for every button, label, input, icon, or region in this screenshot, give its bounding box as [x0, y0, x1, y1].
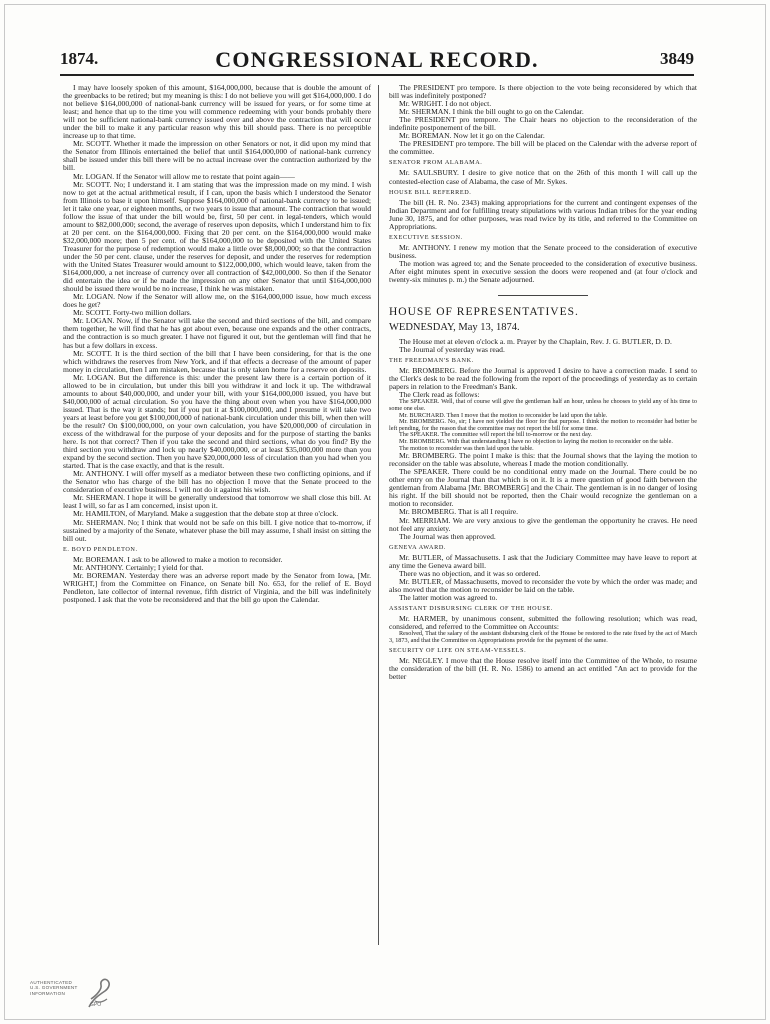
- header-rule: [60, 74, 694, 76]
- paragraph: Mr. LOGAN. Now, if the Senator will take the second and third sections of the bill, and compare them together, he will find that he has got about even, because one expands and the other contracts, and the contraction is so much greater. I have not figured it out, but the gentleman will find that he has but a few dollars in excess.: [63, 316, 371, 350]
- quoted-paragraph: The SPEAKER. The committee will report the bill to-morrow or the next day.: [399, 431, 592, 439]
- paragraph: The Journal was then approved.: [399, 531, 496, 541]
- section-heading: SENATOR FROM ALABAMA.: [389, 159, 483, 167]
- paragraph: Mr. BUTLER, of Massachusetts. I ask that the Judiciary Committee may have leave to report at any time the Geneva award bill.: [389, 552, 697, 570]
- paragraph: Mr. BOREMAN. Yesterday there was an adverse report made by the Senator from Iowa, [Mr. WRIGHT,] from the Committee on Finance, on Senate bill No. 653, for the relief of E. Boyd Pendleton, late collector of internal revenue, fifth district of Virginia, and the bill was indefinitely postponed. I ask that the vote be reconsidered and that the bill go upon the Calendar.: [63, 570, 371, 604]
- paragraph: The PRESIDENT pro tempore. The Chair hears no objection to the reconsideration of the indefinite postponement of the bill.: [389, 115, 697, 133]
- auth-line: INFORMATION: [30, 990, 66, 996]
- paragraph: Mr. BROMBERG. Before the Journal is approved I desire to have a correction made. I send to the Clerk's desk to be read the following from the report of the proceedings of yesterday as to certain papers in relation to the Freedman's Bank.: [389, 366, 697, 392]
- quoted-paragraph: Resolved, That the salary of the assistant disbursing clerk of the House be restored to the rate fixed by the act of March 3, 1873, and that the Committee on Appropriations provide for the payment of the same.: [389, 630, 697, 644]
- paragraph: The Journal of yesterday was read.: [399, 345, 505, 355]
- paragraph: The SPEAKER. There could be no conditional entry made on the Journal. There could be no other entry on the Journal than that which is on it. It is a mere question of good faith between the gentleman from Alabama [Mr. BROMBERG] and the Chair. The gentleman is in no danger of losing his right. If the bill should not be reported, then the Chair would recognize the gentleman on a motion to reconsider.: [389, 467, 697, 509]
- paragraph: Mr. SCOTT. No; I understand it. I am stating that was the impression made on my mind. I wish now to get at the actual arithmetical result, if I can, upon the basis which I understood the Senator from Illinois to base it upon himself. Suppose $164,000,000 of national-bank currency to be issued; let it take one year, or eighteen months, or two years to issue that amount. The contraction that would follow the issue of that under the bill would be, first, 50 per cent. in legal-tenders, which would amount to $82,000,000; second, the average of reserves upon deposits, which I understand him to fix at 20 per cent. on the $164,000,000. Fixing that 20 per cent. on the $164,000,000 would make $32,000,000 more; then 5 per cent. of the $164,000,000 to be deposited with the United States Treasurer for the purpose of redemption would make a little over $8,000,000; so that the contraction under the 50 per cent. clause, under the reserves for deposit, and under the reserves for redemption with the United States Treasurer would amount to $122,000,000, which would leave, taken from the $164,000,000, a net increase of currency over all contraction of $42,000,000. So then if the Senator did entertain the idea or if he made the impression on any other Senator that until $164,000,000 should be issued there would be no increase, I think he was mistaken.: [63, 179, 371, 294]
- quoted-paragraph: The motion to reconsider was then laid upon the table.: [399, 444, 534, 452]
- paragraph: The latter motion was agreed to.: [399, 592, 498, 602]
- quoted-paragraph: Mr. BURCHARD. Then I move that the motion to reconsider be laid upon the table.: [399, 411, 608, 419]
- header-title: CONGRESSIONAL RECORD.: [215, 47, 539, 72]
- paragraph: I may have loosely spoken of this amount, $164,000,000, because that is double the amount of the greenbacks to be retired; but my meaning is this: I do not believe you will get $164,000,000. I do not believe $164,000,000 of national-bank currency will be issued for years, or for some time at least; and hence that up to the time you will commence redeeming with your bonds probably there will not be sufficient national-bank currency issued over and above the contraction that will occur under the bill to make it any particular reason why this bill should pass. There is no perceptible increase up to that time.: [63, 83, 371, 141]
- gpo-label: GPO: [90, 1002, 102, 1008]
- section-heading: SECURITY OF LIFE ON STEAM-VESSELS.: [389, 647, 527, 655]
- quoted-paragraph: The SPEAKER. Well, that of course will give the gentleman half an hour, unless he chooses to yield any of his time to some one else.: [389, 398, 697, 412]
- authentication-text: [30, 980, 78, 996]
- section-heading: HOUSE BILL REFERRED.: [389, 188, 472, 196]
- paragraph: Mr. HARMER, by unanimous consent, submitted the following resolution; which was read, considered, and referred to the Committee on Accounts:: [389, 614, 697, 632]
- paragraph: The PRESIDENT pro tempore. The bill will be placed on the Calendar with the adverse report of the committee.: [389, 139, 697, 157]
- paragraph: Mr. BOREMAN. Now let it go on the Calendar.: [399, 131, 545, 141]
- section-heading: EXECUTIVE SESSION.: [389, 233, 463, 241]
- paragraph: Mr. LOGAN. Now if the Senator will allow me, on the $164,000,000 issue, how much excess does he get?: [63, 292, 371, 310]
- house-proceedings: [389, 338, 697, 681]
- section-heading: THE FREEDMAN'S BANK.: [389, 357, 474, 365]
- paragraph: Mr. SHERMAN. I hope it will be generally understood that tomorrow we shall close this bill. At least I will, so far as I am concerned, insist upon it.: [63, 493, 371, 511]
- right-column: [389, 84, 697, 682]
- page-header: [60, 47, 694, 73]
- senate-proceedings: [389, 84, 697, 284]
- paragraph: The House met at eleven o'clock a. m. Prayer by the Chaplain, Rev. J. G. BUTLER, D. D.: [399, 337, 672, 347]
- house-title: HOUSE OF REPRESENTATIVES.: [389, 306, 579, 319]
- paragraph: Mr. MERRIAM. We are very anxious to give the gentleman the opportunity he craves. He need not feel any anxiety.: [389, 515, 697, 533]
- paragraph: Mr. LOGAN. But the difference is this: under the present law there is a certain portion of it allowed to be in circulation, but under this bill you withdraw it and lock it up. The withdrawal amounts to about $40,000,000, and under your bill, with your $164,000,000 issued, you have but $40,000,000 of actual circulation. So you have the thing about even when you have $164,000,000 issued. That is the way it stands; but if you put it at $100,000,000, and I presume it will take two years at least before you get $100,000,000 of national-bank circulation under this bill, when then will be the result? On $100,000,000, on your own calculation, you have $20,000,000 of circulation in excess of the withdrawal for the purpose of your deposits and for the purpose of starting the banks here. Is not that correct? Then if you take the second and third sections, what do you find? By the third section you withdraw and lock up nearly $40,000,000, or at least $35,000,000 more than you expand by the second section. Then you have $20,000,000 less of circulation than you had when you started. That is the case exactly, and that is the result.: [63, 372, 371, 471]
- paragraph: Mr. ANTHONY. I renew my motion that the Senate proceed to the consideration of executive business.: [389, 242, 697, 260]
- paragraph: Mr. BOREMAN. I ask to be allowed to make a motion to reconsider.: [73, 554, 283, 564]
- paragraph: Mr. BUTLER, of Massachusetts, moved to reconsider the vote by which the order was made; and also moved that the motion to reconsider be laid on the table.: [389, 576, 697, 594]
- auth-line: U.S. GOVERNMENT: [30, 985, 78, 991]
- quoted-paragraph: Mr. BROMBERG. No, sir; I have not yielded the floor for that purpose. I think the motion to reconsider had better be left pending, for the reason that the committee may not report the bill for some time.: [389, 418, 697, 432]
- paragraph: Mr. BROMBERG. The point I make is this: that the Journal shows that the laying the motion to reconsider on the table was absolute, whereas I made the motion conditionally.: [389, 451, 697, 469]
- paragraph: Mr. NEGLEY. I move that the House resolve itself into the Committee of the Whole, to resume the consideration of the bill (H. R. No. 1586) to amend an act entitled "An act to provide for the better: [389, 656, 697, 682]
- paragraph: The Clerk read as follows:: [399, 390, 480, 400]
- paragraph: Mr. SCOTT. It is the third section of the bill that I have been considering, for that is the one which withdraws the reserves from New York, and if that effects a decrease of the amount of paper money in circulation, then I am mistaken, because that is only taken home for a reserve on deposits.: [63, 348, 371, 374]
- paragraph: The bill (H. R. No. 2343) making appropriations for the current and contingent expenses of the Indian Department and for fulfilling treaty stipulations with various Indian tribes for the year ending June 30, 1875, and for other purposes, was read twice by its title, and referred to the Committee on Appropriations.: [389, 197, 697, 231]
- paragraph: Mr. LOGAN. If the Senator will allow me to restate that point again——: [73, 171, 295, 181]
- house-date: WEDNESDAY, May 13, 1874.: [389, 322, 520, 334]
- section-heading: ASSISTANT DISBURSING CLERK OF THE HOUSE.: [389, 605, 553, 612]
- paragraph: Mr. SHERMAN. No; I think that would not be safe on this bill. I give notice that to-morrow, if sustained by a majority of the Senate, whatever phase the bill may assume, I shall insist on sitting the bill out.: [63, 517, 371, 543]
- header-year: 1874.: [60, 49, 99, 68]
- section-separator: [498, 295, 588, 296]
- paragraph: There was no objection, and it was so ordered.: [399, 568, 541, 578]
- paragraph: Mr. SAULSBURY. I desire to give notice that on the 26th of this month I will call up the contested-election case of Alabama, the case of Mr. Sykes.: [389, 168, 697, 186]
- paragraph: Mr. BROMBERG. That is all I require.: [399, 507, 519, 517]
- paragraph: Mr. SCOTT. Whether it made the impression on other Senators or not, it did upon my mind that the Senator from Illinois entertained the belief that until $164,000,000 of national-bank currency shall be issued under this bill there will be no actual increase over the contraction authorized by the bill.: [63, 139, 371, 173]
- left-column: [63, 84, 371, 604]
- header-page-number: 3849: [660, 49, 694, 68]
- section-heading: E. BOYD PENDLETON.: [63, 545, 138, 553]
- paragraph: Mr. SHERMAN. I think the bill ought to go on the Calendar.: [399, 107, 584, 117]
- paragraph: The PRESIDENT pro tempore. Is there objection to the vote being reconsidered by which that bill was indefinitely postponed?: [389, 83, 697, 101]
- auth-line: AUTHENTICATED: [30, 980, 73, 985]
- paragraph: The motion was agreed to; and the Senate proceeded to the consideration of executive business. After eight minutes spent in executive session the doors were reopened and (at four o'clock and twenty-six minutes p. m.) the Senate adjourned.: [389, 258, 697, 285]
- paragraph: Mr. ANTHONY. Certainly; I yield for that.: [73, 562, 204, 572]
- column-separator: [378, 85, 379, 945]
- section-heading: GENEVA AWARD.: [389, 543, 447, 551]
- paragraph: Mr. WRIGHT. I do not object.: [399, 99, 492, 109]
- paragraph: Mr. SCOTT. Forty-two million dollars.: [73, 308, 192, 318]
- paragraph: Mr. ANTHONY. I will offer myself as a mediator between these two conflicting opinions, and if the Senator who has charge of the bill has no objection I move that the Senate proceed to the consideration of executive business. I will not do it against his wish.: [63, 469, 371, 495]
- paragraph: Mr. HAMILTON, of Maryland. Make a suggestion that the debate stop at three o'clock.: [73, 509, 339, 519]
- quoted-paragraph: Mr. BROMBERG. With that understanding I have no objection to laying the motion to reconsider on the table.: [399, 437, 673, 445]
- gpo-authentication-mark: [30, 975, 110, 1015]
